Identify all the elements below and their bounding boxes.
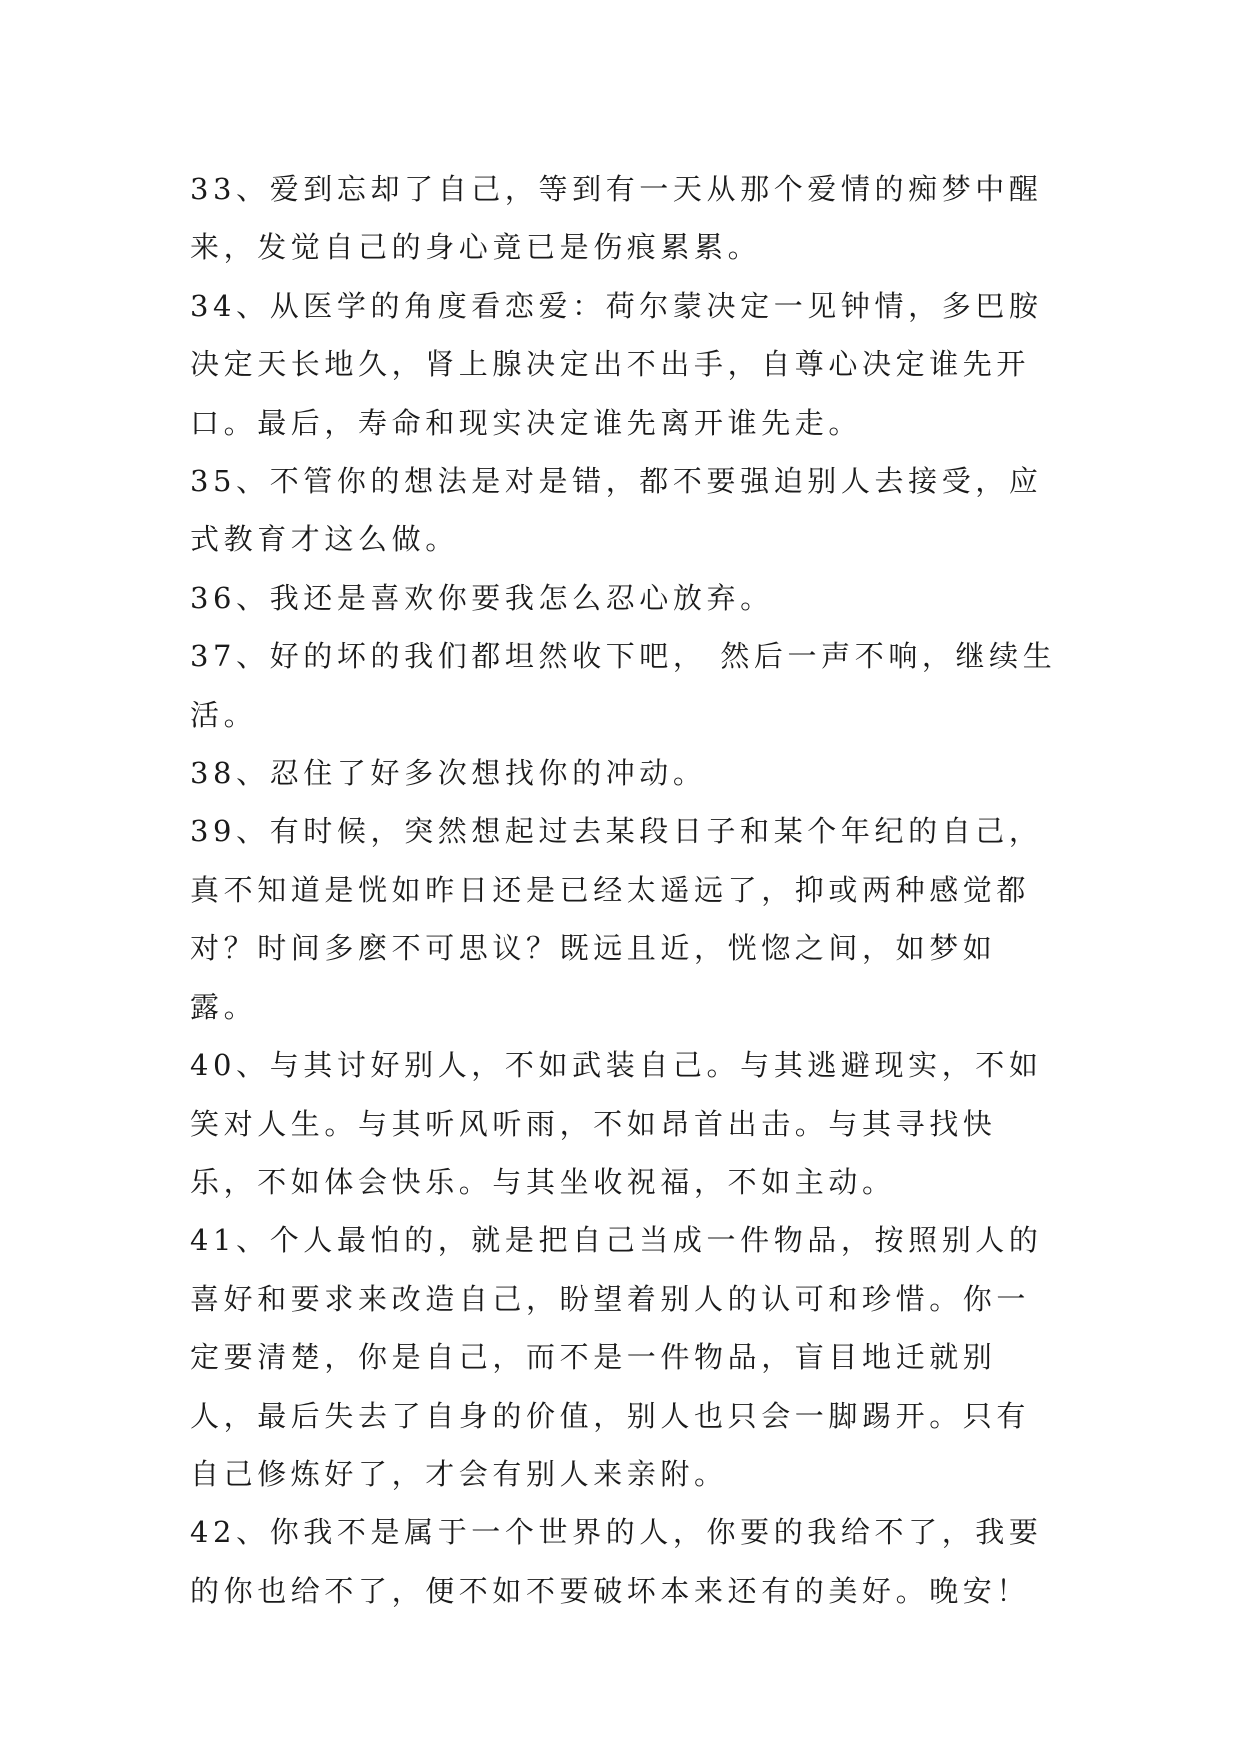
paragraph-33: 33、爱到忘却了自己，等到有一天从那个爱情的痴梦中醒来，发觉自己的身心竟已是伤痕累累。	[190, 172, 1043, 265]
paragraph-41: 41、个人最怕的，就是把自己当成一件物品，按照别人的喜好和要求来改造自己，盼望着别人的认可和珍惜。你一定要清楚，你是自己，而不是一件物品，盲目地迁就别人，最后失去了自身的价值，别人也只会一脚踢开。只有自己修炼好了，才会有别人来亲附。	[190, 1223, 1043, 1491]
document-body	[190, 160, 1060, 1620]
paragraph-37: 37、好的坏的我们都坦然收下吧， 然后一声不响，继续生活。	[190, 639, 1057, 732]
paragraph-42: 42、你我不是属于一个世界的人，你要的我给不了，我要的你也给不了，便不如不要破坏本来还有的美好。晚安！	[190, 1515, 1043, 1608]
paragraph-39: 39、有时候，突然想起过去某段日子和某个年纪的自己，真不知道是恍如昨日还是已经太遥远了，抑或两种感觉都对？时间多麽不可思议？既远且近，恍惚之间，如梦如露。	[190, 814, 1043, 1024]
paragraph-34: 34、从医学的角度看恋爱：荷尔蒙决定一见钟情，多巴胺决定天长地久，肾上腺决定出不出手，自尊心决定谁先开口。最后，寿命和现实决定谁先离开谁先走。	[190, 288, 1043, 440]
paragraph-40: 40、与其讨好别人，不如武装自己。与其逃避现实，不如笑对人生。与其听风听雨，不如昂首出击。与其寻找快乐，不如体会快乐。与其坐收祝福，不如主动。	[190, 1048, 1043, 1199]
paragraph-38: 38、忍住了好多次想找你的冲动。	[190, 756, 707, 791]
paragraph-35: 35、不管你的想法是对是错，都不要强迫别人去接受，应式教育才这么做。	[190, 464, 1043, 557]
paragraph-36: 36、我还是喜欢你要我怎么忍心放弃。	[190, 580, 774, 615]
